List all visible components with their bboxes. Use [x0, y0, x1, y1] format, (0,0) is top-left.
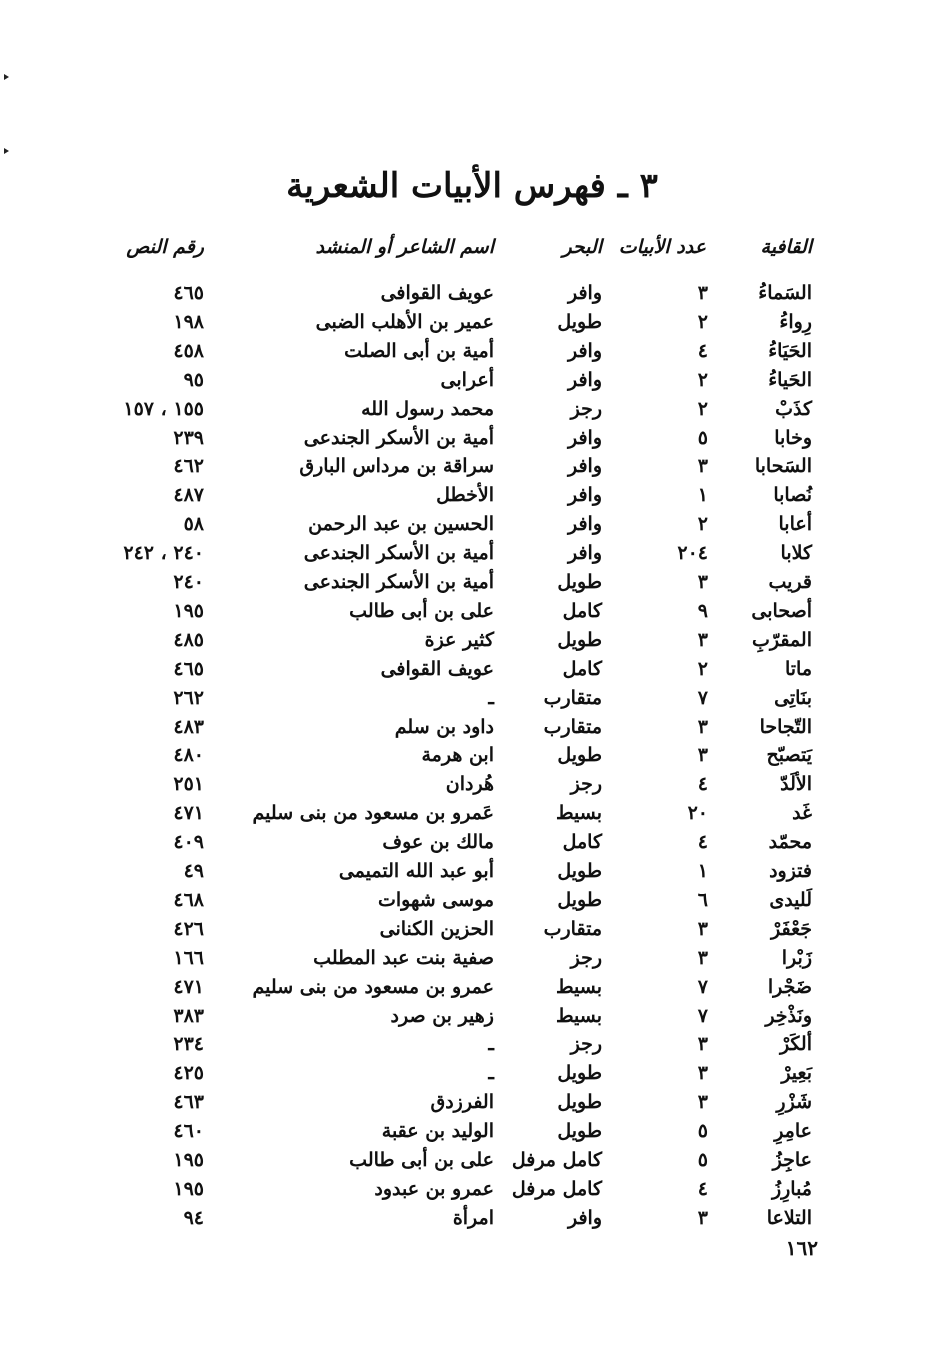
cell-poet: محمد رسول الله	[361, 397, 494, 420]
cell-meter: متقارب	[543, 917, 602, 940]
cell-verse-count: ٤	[697, 339, 708, 362]
cell-rhyme: السَماءُ	[758, 282, 812, 304]
cell-text-number: ٢٥١	[173, 773, 204, 796]
cell-meter: وافر	[567, 368, 602, 391]
table-row	[0, 1178, 944, 1207]
cell-verse-count: ٥	[697, 1149, 708, 1171]
cell-meter: كامل مرفل	[511, 1177, 602, 1200]
cell-meter: طويل	[557, 888, 602, 911]
cell-text-number: ١٥٥ ، ١٥٧	[123, 397, 204, 420]
cell-rhyme: عامِرِ	[774, 1120, 812, 1143]
cell-rhyme: الحَيَاءُ	[768, 339, 812, 362]
cell-meter: بسيط	[555, 975, 602, 998]
table-row	[0, 1005, 944, 1034]
cell-meter: بسيط	[555, 802, 602, 825]
table-row	[0, 802, 944, 831]
cell-rhyme: كلابا	[780, 542, 812, 565]
cell-text-number: ٤٨٥	[173, 628, 204, 651]
cell-poet: الفرزدق	[430, 1091, 494, 1114]
page-title: ٣ ـ فهرس الأبيات الشعرية	[286, 166, 658, 206]
table-row	[0, 687, 944, 716]
cell-text-number: ٢٤٠ ، ٢٤٢	[123, 542, 204, 565]
cell-meter: كامل	[562, 599, 602, 622]
cell-verse-count: ٤	[697, 773, 708, 796]
cell-meter: وافر	[567, 542, 602, 565]
cell-text-number: ٤٦٠	[173, 1120, 204, 1143]
cell-rhyme: ونَذْخِر	[765, 1004, 812, 1027]
table-row	[0, 658, 944, 687]
cell-rhyme: ماتا	[784, 657, 812, 680]
cell-verse-count: ٧	[697, 975, 708, 998]
cell-rhyme: ضَجْرا	[767, 975, 812, 998]
cell-poet: على بن أبى طالب	[349, 1149, 494, 1171]
cell-meter: رجز	[570, 397, 602, 420]
cell-text-number: ٤٦٨	[173, 888, 204, 911]
cell-meter: وافر	[567, 484, 602, 507]
cell-meter: طويل	[557, 1091, 602, 1114]
cell-verse-count: ٧	[697, 686, 708, 709]
cell-meter: كامل مرفل	[511, 1149, 602, 1171]
cell-text-number: ١٦٦	[173, 946, 204, 969]
cell-meter: وافر	[567, 1206, 602, 1229]
table-row	[0, 282, 944, 311]
header-poet: اسم الشاعر أو المنشد	[315, 236, 494, 258]
cell-rhyme: أعابا	[778, 513, 812, 536]
cell-verse-count: ٢	[697, 513, 708, 536]
cell-rhyme: محمّد	[768, 831, 812, 854]
cell-poet: هُردان	[445, 773, 494, 796]
cell-text-number: ٩٥	[183, 368, 204, 391]
cell-meter: طويل	[557, 860, 602, 882]
table-row	[0, 773, 944, 802]
cell-verse-count: ٣	[697, 917, 708, 940]
cell-rhyme: بَعِيرْ	[781, 1062, 812, 1085]
cell-meter: طويل	[557, 1062, 602, 1085]
cell-poet: عمرو بن مسعود من بنى سليم	[252, 975, 494, 998]
cell-text-number: ٤٦٢	[173, 455, 204, 478]
cell-poet: ـ	[488, 1033, 494, 1056]
margin-mark	[4, 148, 9, 154]
cell-poet: عويف القوافى	[380, 657, 494, 680]
cell-poet: ابن هرمة	[421, 744, 494, 767]
cell-meter: وافر	[567, 455, 602, 478]
table-row	[0, 455, 944, 484]
table-row	[0, 311, 944, 340]
cell-verse-count: ٣	[697, 946, 708, 969]
cell-poet: عَمرو بن مسعود من بنى سليم	[252, 802, 494, 825]
cell-meter: طويل	[557, 1120, 602, 1143]
cell-text-number: ٤٧١	[173, 975, 204, 998]
table-row	[0, 484, 944, 513]
table-row	[0, 1149, 944, 1178]
cell-text-number: ٤٢٦	[173, 917, 204, 940]
table-row	[0, 976, 944, 1005]
cell-meter: رجز	[570, 1033, 602, 1056]
cell-poet: موسى شهوات	[377, 888, 494, 911]
table-row	[0, 369, 944, 398]
table-row	[0, 513, 944, 542]
cell-rhyme: رِواءُ	[779, 310, 812, 333]
table-row	[0, 831, 944, 860]
cell-verse-count: ٤	[697, 1177, 708, 1200]
table-row	[0, 744, 944, 773]
cell-verse-count: ٥	[697, 1120, 708, 1143]
cell-rhyme: المقرّبِ	[751, 628, 812, 651]
cell-poet: امرأة	[452, 1206, 494, 1229]
cell-verse-count: ٣	[697, 1062, 708, 1085]
margin-mark	[4, 74, 9, 80]
cell-poet: زهير بن صرد	[390, 1004, 494, 1027]
table-row	[0, 716, 944, 745]
cell-verse-count: ٢	[697, 368, 708, 391]
cell-text-number: ١٩٥	[173, 599, 204, 622]
header-rhyme: القافية	[760, 236, 812, 258]
cell-text-number: ٤٥٨	[173, 339, 204, 362]
cell-text-number: ٢٣٩	[173, 426, 204, 449]
cell-text-number: ٤٨٧	[173, 484, 204, 507]
cell-rhyme: الحَياءُ	[768, 368, 812, 391]
cell-rhyme: الألَدّ	[780, 773, 812, 796]
cell-poet: ـ	[488, 1062, 494, 1085]
cell-rhyme: زَبْرا	[781, 946, 812, 969]
table-row	[0, 542, 944, 571]
cell-meter: وافر	[567, 513, 602, 536]
table-row	[0, 1033, 944, 1062]
cell-rhyme: عاجِزُ	[772, 1149, 812, 1171]
cell-meter: متقارب	[543, 715, 602, 738]
cell-meter: طويل	[557, 744, 602, 767]
cell-verse-count: ٢٠٤	[677, 542, 708, 565]
cell-rhyme: لَليدى	[769, 888, 812, 911]
table-row	[0, 1091, 944, 1120]
cell-poet: داود بن سلم	[394, 715, 494, 738]
cell-rhyme: التلاعا	[766, 1206, 812, 1229]
cell-meter: رجز	[570, 946, 602, 969]
cell-verse-count: ٣	[697, 744, 708, 767]
cell-poet: أمية بن أبى الصلت	[344, 339, 494, 362]
cell-poet: الحسين بن عبد الرحمن	[308, 513, 494, 536]
cell-text-number: ٥٨	[183, 513, 204, 536]
cell-rhyme: وخابا	[774, 426, 812, 449]
cell-meter: كامل	[562, 831, 602, 854]
cell-verse-count: ٦	[697, 888, 708, 911]
cell-verse-count: ٢	[697, 657, 708, 680]
cell-poet: عمير بن الأهلب الضبى	[315, 310, 494, 333]
header-verse-count: عدد الأبيات	[618, 236, 706, 258]
cell-meter: طويل	[557, 571, 602, 593]
cell-verse-count: ٢	[697, 397, 708, 420]
cell-text-number: ٤٨٠	[173, 744, 204, 767]
cell-verse-count: ٣	[697, 715, 708, 738]
cell-poet: مالك بن عوف	[382, 831, 494, 854]
cell-meter: وافر	[567, 282, 602, 304]
cell-verse-count: ٧	[697, 1004, 708, 1027]
cell-poet: صفية بنت عبد المطلب	[313, 946, 494, 969]
cell-verse-count: ٣	[697, 1091, 708, 1114]
cell-poet: عمرو بن عبدود	[374, 1177, 494, 1200]
cell-poet: أمية بن الأسكر الجندعى	[303, 426, 494, 449]
cell-rhyme: بنَاتِى	[774, 686, 812, 709]
cell-text-number: ١٩٥	[173, 1149, 204, 1171]
cell-text-number: ٩٤	[183, 1206, 204, 1229]
cell-poet: سراقة بن مرداس البارق	[299, 455, 494, 478]
table-row	[0, 1207, 944, 1236]
cell-poet: الوليد بن عقبة	[381, 1120, 494, 1143]
cell-rhyme: جَعْفَرْ	[770, 917, 812, 940]
table-row	[0, 571, 944, 600]
cell-rhyme: مُبارِزُ	[771, 1177, 812, 1200]
cell-verse-count: ٥	[697, 426, 708, 449]
cell-meter: طويل	[557, 310, 602, 333]
cell-rhyme: نُصابا	[773, 484, 812, 507]
cell-meter: وافر	[567, 426, 602, 449]
table-row	[0, 1062, 944, 1091]
table-row	[0, 860, 944, 889]
cell-rhyme: السَحابا	[754, 455, 812, 478]
cell-verse-count: ٣	[697, 1033, 708, 1056]
cell-poet: عويف القوافى	[380, 282, 494, 304]
cell-rhyme: كذَبْ	[775, 397, 812, 420]
cell-rhyme: أصحابى	[751, 599, 812, 622]
cell-text-number: ٤٠٩	[173, 831, 204, 854]
table-row	[0, 918, 944, 947]
cell-rhyme: غَد	[792, 802, 812, 825]
cell-meter: رجز	[570, 773, 602, 796]
cell-text-number: ٤٩	[183, 860, 204, 882]
cell-rhyme: قريب	[768, 571, 812, 593]
cell-verse-count: ٢٠	[687, 802, 708, 825]
cell-poet: ـ	[488, 686, 494, 709]
cell-verse-count: ١	[697, 860, 708, 882]
cell-text-number: ٤٦٥	[173, 282, 204, 304]
cell-verse-count: ٤	[697, 831, 708, 854]
cell-meter: متقارب	[543, 686, 602, 709]
cell-poet: كثير عزة	[424, 628, 494, 651]
cell-verse-count: ٣	[697, 282, 708, 304]
table-row	[0, 1120, 944, 1149]
table-row	[0, 600, 944, 629]
table-header	[0, 236, 944, 265]
cell-verse-count: ٣	[697, 628, 708, 651]
cell-text-number: ٤٦٥	[173, 657, 204, 680]
cell-meter: كامل	[562, 657, 602, 680]
cell-poet: الحزين الكنانى	[379, 917, 494, 940]
cell-verse-count: ٣	[697, 455, 708, 478]
table-row	[0, 427, 944, 456]
cell-poet: الأخطل	[436, 484, 494, 507]
cell-poet: أمية بن الأسكر الجندعى	[303, 571, 494, 593]
cell-poet: أعرابى	[440, 368, 494, 391]
cell-verse-count: ٢	[697, 310, 708, 333]
table-row	[0, 340, 944, 369]
cell-rhyme: ألكَرْ	[779, 1033, 812, 1056]
cell-text-number: ١٩٥	[173, 1177, 204, 1200]
cell-text-number: ٤٢٥	[173, 1062, 204, 1085]
table-row	[0, 398, 944, 427]
table-row	[0, 629, 944, 658]
cell-verse-count: ٩	[697, 599, 708, 622]
cell-text-number: ٣٨٣	[173, 1004, 204, 1027]
cell-poet: على بن أبى طالب	[349, 599, 494, 622]
cell-meter: طويل	[557, 628, 602, 651]
cell-verse-count: ٣	[697, 1206, 708, 1229]
cell-rhyme: فتزود	[769, 860, 812, 882]
cell-text-number: ٢٤٠	[173, 571, 204, 593]
cell-meter: وافر	[567, 339, 602, 362]
cell-text-number: ١٩٨	[173, 310, 204, 333]
cell-text-number: ٢٣٤	[173, 1033, 204, 1056]
table-row	[0, 947, 944, 976]
cell-poet: أبو عبد الله التميمى	[338, 860, 494, 882]
cell-rhyme: يَتصبّح	[766, 744, 812, 767]
cell-poet: أمية بن الأسكر الجندعى	[303, 542, 494, 565]
cell-text-number: ٤٦٣	[173, 1091, 204, 1114]
header-text-number: رقم النص	[126, 236, 204, 258]
cell-text-number: ٤٨٣	[173, 715, 204, 738]
header-meter: البحر	[562, 236, 602, 258]
cell-text-number: ٢٦٢	[173, 686, 204, 709]
cell-verse-count: ١	[697, 484, 708, 507]
cell-verse-count: ٣	[697, 571, 708, 593]
cell-meter: بسيط	[555, 1004, 602, 1027]
table-row	[0, 889, 944, 918]
cell-rhyme: شَزْرِ	[776, 1091, 812, 1114]
page-number: ١٦٢	[785, 1236, 818, 1260]
cell-text-number: ٤٧١	[173, 802, 204, 825]
cell-rhyme: التّجاحا	[759, 715, 812, 738]
